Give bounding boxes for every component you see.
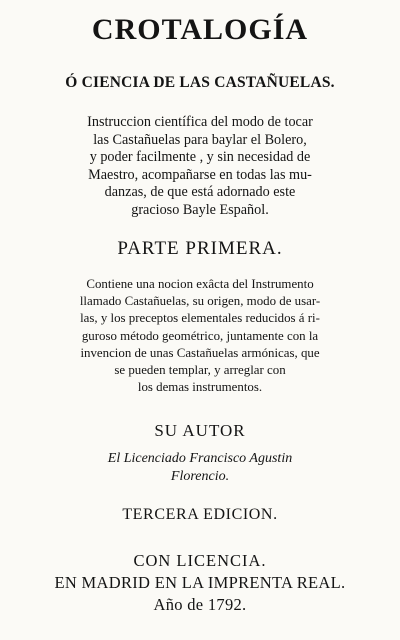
contents-line: los demas instrumentos. (137, 380, 263, 395)
contents-line: guroso método geométrico, juntamente con la (81, 328, 319, 343)
license-line: CON LICENCIA. (133, 551, 267, 570)
edition-label: TERCERA EDICION. (122, 506, 278, 523)
author-line: El Licenciado Francisco Agustin (107, 451, 293, 466)
author-heading: SU AUTOR (154, 421, 246, 440)
description-line: Instruccion científica del modo de tocar (87, 114, 313, 130)
contents-line: las, y los preceptos elementales reducidos á ri- (80, 311, 320, 326)
description-line: danzas, de que está adornado este (104, 184, 296, 201)
book-subtitle: Ó CIENCIA DE LAS CASTAÑUELAS. (65, 74, 335, 91)
contents-line: se pueden templar, y arreglar con (114, 363, 286, 378)
contents-line: llamado Castañuelas, su origen, modo de usar- (79, 294, 321, 309)
description-block (40, 114, 360, 220)
description-line: gracioso Bayle Español. (131, 201, 269, 218)
description-line: Maestro, acompañarse en todas las mu- (88, 166, 312, 183)
contents-line: Contiene una nocion exâcta del Instrumento (86, 277, 314, 291)
book-title: CROTALOGÍA (91, 13, 309, 46)
author-line: Florencio. (170, 469, 230, 484)
author-block (40, 450, 360, 486)
printer-line: EN MADRID EN LA IMPRENTA REAL. (54, 573, 346, 592)
description-line: las Castañuelas para baylar el Bolero, (93, 131, 307, 148)
description-line: y poder facilmente , y sin necesidad de (89, 149, 311, 166)
contents-block (30, 276, 370, 396)
year-line: Año de 1792. (153, 595, 247, 614)
part-heading: PARTE PRIMERA. (117, 238, 283, 259)
contents-line: invencion de unas Castañuelas armónicas, que (80, 345, 320, 360)
imprint-block (30, 550, 370, 616)
